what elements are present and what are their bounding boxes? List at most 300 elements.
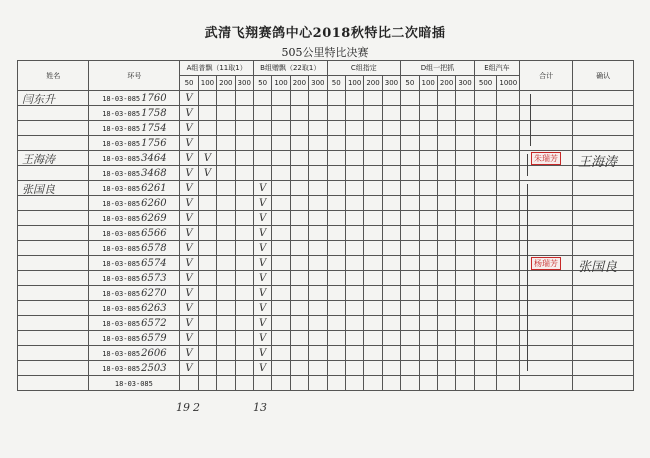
header-group-b: B组赠飘（22取1） bbox=[253, 61, 327, 76]
entry-cell-c300 bbox=[382, 241, 400, 256]
entry-cell-a100 bbox=[198, 196, 216, 211]
entry-cell-d200 bbox=[437, 166, 455, 181]
entry-cell-e500 bbox=[474, 211, 497, 226]
entry-cell-d200 bbox=[437, 91, 455, 106]
ring-number-cell bbox=[89, 331, 180, 346]
entry-cell-a200 bbox=[217, 286, 235, 301]
entry-cell-b200 bbox=[290, 151, 308, 166]
entry-cell-b50 bbox=[253, 136, 271, 151]
entry-cell-d100 bbox=[419, 106, 437, 121]
entry-cell-b200 bbox=[290, 286, 308, 301]
entry-cell-c100 bbox=[345, 181, 363, 196]
entry-cell-d200 bbox=[437, 256, 455, 271]
entry-cell-b50 bbox=[253, 226, 271, 241]
entry-cell-a50 bbox=[180, 121, 198, 136]
entry-cell-d100 bbox=[419, 301, 437, 316]
entry-cell-b300 bbox=[309, 316, 327, 331]
ring-number-cell bbox=[89, 121, 180, 136]
entry-cell-b50 bbox=[253, 331, 271, 346]
entry-cell-b300 bbox=[309, 226, 327, 241]
entry-cell-a300 bbox=[235, 136, 253, 151]
table-row bbox=[18, 121, 634, 136]
table-row bbox=[18, 196, 634, 211]
entry-cell-c200 bbox=[364, 226, 382, 241]
entry-cell-d200 bbox=[437, 301, 455, 316]
entry-cell-c50 bbox=[327, 151, 345, 166]
entry-cell-e1000 bbox=[497, 376, 520, 391]
entry-cell-b50 bbox=[253, 376, 271, 391]
entry-cell-d50 bbox=[401, 136, 419, 151]
header-group-e: E组汽车 bbox=[474, 61, 519, 76]
entry-cell-b300 bbox=[309, 376, 327, 391]
entry-cell-d300 bbox=[456, 331, 474, 346]
entry-cell-b300 bbox=[309, 136, 327, 151]
entry-cell-a200 bbox=[217, 331, 235, 346]
check-mark: V bbox=[259, 317, 267, 329]
entry-cell-c50 bbox=[327, 256, 345, 271]
entry-cell-c100 bbox=[345, 121, 363, 136]
entry-cell-a50 bbox=[180, 316, 198, 331]
entry-cell-c50 bbox=[327, 241, 345, 256]
table-row bbox=[18, 241, 634, 256]
entry-cell-d100 bbox=[419, 211, 437, 226]
ring-prefix: 18-03-085 bbox=[102, 289, 141, 298]
entry-cell-a300 bbox=[235, 106, 253, 121]
entry-cell-d100 bbox=[419, 286, 437, 301]
subheader-a-100: 100 bbox=[198, 76, 216, 91]
entry-cell-d50 bbox=[401, 241, 419, 256]
entry-cell-d100 bbox=[419, 256, 437, 271]
owner-name-cell bbox=[18, 271, 89, 286]
entry-cell-d50 bbox=[401, 181, 419, 196]
entry-cell-a100 bbox=[198, 106, 216, 121]
entry-cell-d50 bbox=[401, 106, 419, 121]
entry-cell-a100 bbox=[198, 331, 216, 346]
entry-cell-d100 bbox=[419, 316, 437, 331]
entry-cell-c100 bbox=[345, 106, 363, 121]
entry-cell-d200 bbox=[437, 361, 455, 376]
entry-cell-d100 bbox=[419, 166, 437, 181]
red-seal-stamp: 朱瑞芳 bbox=[531, 152, 561, 165]
entry-cell-c100 bbox=[345, 166, 363, 181]
column-total-b50: 13 bbox=[253, 401, 267, 414]
entry-cell-e500 bbox=[474, 271, 497, 286]
entry-cell-c200 bbox=[364, 286, 382, 301]
entry-cell-d300 bbox=[456, 151, 474, 166]
ring-number: 1760 bbox=[141, 92, 167, 104]
entry-cell-d300 bbox=[456, 211, 474, 226]
entry-cell-d100 bbox=[419, 271, 437, 286]
entry-cell-b50 bbox=[253, 91, 271, 106]
entry-cell-c300 bbox=[382, 301, 400, 316]
owner-name-cell bbox=[18, 196, 89, 211]
entry-cell-b50 bbox=[253, 316, 271, 331]
subheader-b-200: 200 bbox=[290, 76, 308, 91]
subheader-d-200: 200 bbox=[437, 76, 455, 91]
entry-cell-a300 bbox=[235, 181, 253, 196]
entry-cell-b100 bbox=[272, 301, 290, 316]
entry-cell-c200 bbox=[364, 121, 382, 136]
entry-cell-b200 bbox=[290, 301, 308, 316]
entry-cell-b50 bbox=[253, 106, 271, 121]
entry-cell-e500 bbox=[474, 376, 497, 391]
owner-name-cell bbox=[18, 226, 89, 241]
entry-cell-c200 bbox=[364, 136, 382, 151]
entry-cell-c100 bbox=[345, 256, 363, 271]
entry-cell-d200 bbox=[437, 196, 455, 211]
ring-number-cell bbox=[89, 361, 180, 376]
check-mark: V bbox=[259, 332, 267, 344]
owner-name-cell bbox=[18, 211, 89, 226]
entry-cell-d100 bbox=[419, 196, 437, 211]
ring-number-cell bbox=[89, 271, 180, 286]
entry-cell-c100 bbox=[345, 91, 363, 106]
ring-prefix: 18-03-085 bbox=[102, 259, 141, 268]
entry-cell-d300 bbox=[456, 91, 474, 106]
subheader-a-50: 50 bbox=[180, 76, 198, 91]
entry-cell-b100 bbox=[272, 196, 290, 211]
entry-cell-a100 bbox=[198, 181, 216, 196]
entry-cell-d100 bbox=[419, 91, 437, 106]
table-row bbox=[18, 91, 634, 106]
owner-name: 张国良 bbox=[22, 183, 55, 196]
entry-cell-c50 bbox=[327, 106, 345, 121]
confirm-cell bbox=[573, 301, 634, 316]
entry-cell-d300 bbox=[456, 286, 474, 301]
subheader-b-100: 100 bbox=[272, 76, 290, 91]
entry-cell-d50 bbox=[401, 166, 419, 181]
ring-number-cell bbox=[89, 136, 180, 151]
entry-cell-e500 bbox=[474, 241, 497, 256]
entry-cell-d50 bbox=[401, 346, 419, 361]
subheader-a-300: 300 bbox=[235, 76, 253, 91]
entry-cell-a200 bbox=[217, 136, 235, 151]
entry-cell-b100 bbox=[272, 256, 290, 271]
entry-cell-e1000 bbox=[497, 181, 520, 196]
entry-cell-d50 bbox=[401, 331, 419, 346]
confirm-cell bbox=[573, 136, 634, 151]
check-mark: V bbox=[259, 182, 267, 194]
header-group-d: D组一把抓 bbox=[401, 61, 475, 76]
subheader-b-50: 50 bbox=[253, 76, 271, 91]
ring-number-cell bbox=[89, 286, 180, 301]
entry-cell-d50 bbox=[401, 271, 419, 286]
entry-cell-c100 bbox=[345, 211, 363, 226]
entry-cell-b50 bbox=[253, 166, 271, 181]
table-row bbox=[18, 136, 634, 151]
entry-cell-e500 bbox=[474, 196, 497, 211]
entry-cell-d100 bbox=[419, 331, 437, 346]
owner-name-cell bbox=[18, 121, 89, 136]
entry-cell-e1000 bbox=[497, 301, 520, 316]
entry-cell-a50 bbox=[180, 301, 198, 316]
ring-number-cell bbox=[89, 226, 180, 241]
entry-cell-e1000 bbox=[497, 241, 520, 256]
owner-name-cell bbox=[18, 286, 89, 301]
entry-cell-b300 bbox=[309, 346, 327, 361]
entry-cell-b100 bbox=[272, 211, 290, 226]
entry-cell-b50 bbox=[253, 361, 271, 376]
entry-cell-c50 bbox=[327, 286, 345, 301]
table-row bbox=[18, 316, 634, 331]
entry-cell-a50 bbox=[180, 106, 198, 121]
table-body bbox=[18, 91, 634, 391]
entry-cell-d300 bbox=[456, 241, 474, 256]
ring-number-cell bbox=[89, 376, 180, 391]
subheader-d-300: 300 bbox=[456, 76, 474, 91]
ring-number: 1754 bbox=[141, 122, 167, 134]
entry-cell-a50 bbox=[180, 226, 198, 241]
entry-cell-a300 bbox=[235, 301, 253, 316]
entry-cell-b200 bbox=[290, 331, 308, 346]
entry-cell-b300 bbox=[309, 211, 327, 226]
entry-cell-a300 bbox=[235, 346, 253, 361]
ring-number: 6573 bbox=[141, 272, 167, 284]
subheader-d-50: 50 bbox=[401, 76, 419, 91]
ring-prefix: 18-03-085 bbox=[102, 274, 141, 283]
total-cell bbox=[520, 121, 573, 136]
check-mark: V bbox=[185, 212, 193, 224]
owner-name-cell bbox=[18, 136, 89, 151]
entry-cell-b200 bbox=[290, 121, 308, 136]
entry-cell-a300 bbox=[235, 151, 253, 166]
check-mark: V bbox=[185, 242, 193, 254]
entry-cell-e1000 bbox=[497, 331, 520, 346]
entry-cell-b50 bbox=[253, 301, 271, 316]
ring-number: 6269 bbox=[141, 212, 167, 224]
ring-number: 6579 bbox=[141, 332, 167, 344]
entry-cell-a200 bbox=[217, 181, 235, 196]
entry-cell-e1000 bbox=[497, 211, 520, 226]
table-row bbox=[18, 106, 634, 121]
entry-cell-c300 bbox=[382, 316, 400, 331]
entry-cell-c50 bbox=[327, 226, 345, 241]
entry-cell-d300 bbox=[456, 271, 474, 286]
ring-number-cell bbox=[89, 181, 180, 196]
ring-number-cell bbox=[89, 301, 180, 316]
entry-cell-c100 bbox=[345, 241, 363, 256]
header-total: 合计 bbox=[520, 61, 573, 91]
ring-number-cell bbox=[89, 91, 180, 106]
entry-cell-a300 bbox=[235, 256, 253, 271]
total-cell bbox=[520, 136, 573, 151]
entry-cell-a50 bbox=[180, 151, 198, 166]
subheader-b-300: 300 bbox=[309, 76, 327, 91]
entry-cell-d50 bbox=[401, 91, 419, 106]
entry-cell-d50 bbox=[401, 376, 419, 391]
entry-cell-a50 bbox=[180, 91, 198, 106]
owner-name-cell bbox=[18, 361, 89, 376]
owner-name-cell bbox=[18, 151, 89, 166]
entry-cell-b200 bbox=[290, 316, 308, 331]
table-row bbox=[18, 331, 634, 346]
entry-cell-b100 bbox=[272, 316, 290, 331]
entry-cell-d300 bbox=[456, 301, 474, 316]
entry-cell-a200 bbox=[217, 271, 235, 286]
entry-cell-d200 bbox=[437, 346, 455, 361]
entry-cell-e500 bbox=[474, 226, 497, 241]
entry-cell-c100 bbox=[345, 136, 363, 151]
entry-cell-b50 bbox=[253, 346, 271, 361]
entry-cell-e1000 bbox=[497, 226, 520, 241]
table-row bbox=[18, 376, 634, 391]
entry-cell-c300 bbox=[382, 256, 400, 271]
entry-cell-a100 bbox=[198, 226, 216, 241]
ring-prefix: 18-03-085 bbox=[102, 139, 141, 148]
entry-cell-a300 bbox=[235, 226, 253, 241]
entry-cell-c300 bbox=[382, 181, 400, 196]
entry-cell-a300 bbox=[235, 361, 253, 376]
entry-cell-c50 bbox=[327, 166, 345, 181]
entry-cell-a200 bbox=[217, 346, 235, 361]
entry-cell-b200 bbox=[290, 181, 308, 196]
entry-cell-d300 bbox=[456, 316, 474, 331]
ring-number: 6578 bbox=[141, 242, 167, 254]
entry-cell-e500 bbox=[474, 181, 497, 196]
entry-cell-d200 bbox=[437, 286, 455, 301]
entry-cell-d200 bbox=[437, 271, 455, 286]
entry-cell-b100 bbox=[272, 226, 290, 241]
entry-cell-c50 bbox=[327, 361, 345, 376]
entry-cell-b200 bbox=[290, 106, 308, 121]
entry-cell-d200 bbox=[437, 106, 455, 121]
check-mark: V bbox=[185, 287, 193, 299]
entry-cell-e500 bbox=[474, 91, 497, 106]
entry-cell-b100 bbox=[272, 331, 290, 346]
check-mark: V bbox=[259, 212, 267, 224]
entry-cell-d100 bbox=[419, 376, 437, 391]
entry-cell-c100 bbox=[345, 271, 363, 286]
entry-cell-c300 bbox=[382, 346, 400, 361]
entry-cell-d300 bbox=[456, 376, 474, 391]
owner-name-cell bbox=[18, 91, 89, 106]
entry-cell-c200 bbox=[364, 256, 382, 271]
confirm-cell bbox=[573, 361, 634, 376]
entry-cell-a200 bbox=[217, 91, 235, 106]
confirm-cell bbox=[573, 241, 634, 256]
ring-prefix: 18-03-085 bbox=[114, 379, 153, 388]
entry-cell-b100 bbox=[272, 121, 290, 136]
entry-cell-e1000 bbox=[497, 151, 520, 166]
entry-cell-b300 bbox=[309, 271, 327, 286]
table-row bbox=[18, 211, 634, 226]
entry-cell-d300 bbox=[456, 121, 474, 136]
entry-cell-b300 bbox=[309, 331, 327, 346]
table-row bbox=[18, 181, 634, 196]
entry-cell-a100 bbox=[198, 121, 216, 136]
handwritten-signature: 张国良 bbox=[578, 260, 618, 275]
entry-cell-e500 bbox=[474, 316, 497, 331]
entry-cell-b300 bbox=[309, 166, 327, 181]
owner-name-cell bbox=[18, 376, 89, 391]
entry-cell-d300 bbox=[456, 346, 474, 361]
entry-cell-b100 bbox=[272, 376, 290, 391]
entry-cell-d100 bbox=[419, 121, 437, 136]
entry-cell-c50 bbox=[327, 136, 345, 151]
entry-cell-c200 bbox=[364, 346, 382, 361]
table-row bbox=[18, 226, 634, 241]
ring-number: 2606 bbox=[141, 347, 167, 359]
ring-prefix: 18-03-085 bbox=[102, 334, 141, 343]
entry-cell-a50 bbox=[180, 181, 198, 196]
entry-cell-d300 bbox=[456, 256, 474, 271]
entry-cell-b100 bbox=[272, 361, 290, 376]
ring-prefix: 18-03-085 bbox=[102, 244, 141, 253]
header-group-a: A组普飘（11取1） bbox=[180, 61, 254, 76]
subheader-d-100: 100 bbox=[419, 76, 437, 91]
entry-cell-a200 bbox=[217, 196, 235, 211]
entry-cell-b300 bbox=[309, 91, 327, 106]
owner-name-cell bbox=[18, 181, 89, 196]
entry-cell-b300 bbox=[309, 286, 327, 301]
check-mark: V bbox=[259, 242, 267, 254]
entry-cell-e1000 bbox=[497, 166, 520, 181]
ring-prefix: 18-03-085 bbox=[102, 304, 141, 313]
table-row bbox=[18, 346, 634, 361]
check-mark: V bbox=[259, 227, 267, 239]
ring-prefix: 18-03-085 bbox=[102, 214, 141, 223]
confirm-cell bbox=[573, 181, 634, 196]
entry-cell-d100 bbox=[419, 226, 437, 241]
entry-cell-d200 bbox=[437, 226, 455, 241]
owner-name: 王海涛 bbox=[22, 153, 55, 166]
confirm-cell bbox=[573, 346, 634, 361]
entry-cell-d50 bbox=[401, 256, 419, 271]
entry-cell-c200 bbox=[364, 331, 382, 346]
check-mark: V bbox=[259, 347, 267, 359]
group-bracket bbox=[527, 154, 528, 176]
subheader-a-200: 200 bbox=[217, 76, 235, 91]
entry-cell-c300 bbox=[382, 166, 400, 181]
entry-cell-a100 bbox=[198, 256, 216, 271]
check-mark: V bbox=[259, 272, 267, 284]
check-mark: V bbox=[203, 167, 212, 179]
entry-cell-c200 bbox=[364, 211, 382, 226]
ring-number: 1756 bbox=[141, 137, 167, 149]
confirm-cell bbox=[573, 121, 634, 136]
check-mark: V bbox=[185, 197, 193, 209]
entry-cell-b200 bbox=[290, 346, 308, 361]
entry-cell-b50 bbox=[253, 196, 271, 211]
entry-cell-c50 bbox=[327, 181, 345, 196]
entry-cell-c100 bbox=[345, 151, 363, 166]
ring-prefix: 18-03-085 bbox=[102, 349, 141, 358]
entry-cell-a100 bbox=[198, 301, 216, 316]
entry-cell-d50 bbox=[401, 286, 419, 301]
check-mark: V bbox=[259, 197, 267, 209]
table-row bbox=[18, 301, 634, 316]
handwritten-signature: 王海涛 bbox=[578, 155, 618, 170]
confirm-cell bbox=[573, 286, 634, 301]
ring-number: 6263 bbox=[141, 302, 167, 314]
entry-cell-e500 bbox=[474, 331, 497, 346]
entry-cell-c200 bbox=[364, 301, 382, 316]
entry-cell-b50 bbox=[253, 286, 271, 301]
entry-cell-e1000 bbox=[497, 316, 520, 331]
table-row bbox=[18, 271, 634, 286]
entry-cell-d300 bbox=[456, 106, 474, 121]
entry-cell-b300 bbox=[309, 121, 327, 136]
ring-number: 3464 bbox=[141, 152, 167, 164]
entry-cell-e500 bbox=[474, 151, 497, 166]
confirm-cell bbox=[573, 226, 634, 241]
entry-cell-a200 bbox=[217, 106, 235, 121]
entry-cell-a100 bbox=[198, 346, 216, 361]
column-total-a50: 19 bbox=[176, 401, 190, 414]
entry-cell-e500 bbox=[474, 256, 497, 271]
entry-cell-a50 bbox=[180, 166, 198, 181]
entry-cell-c300 bbox=[382, 376, 400, 391]
